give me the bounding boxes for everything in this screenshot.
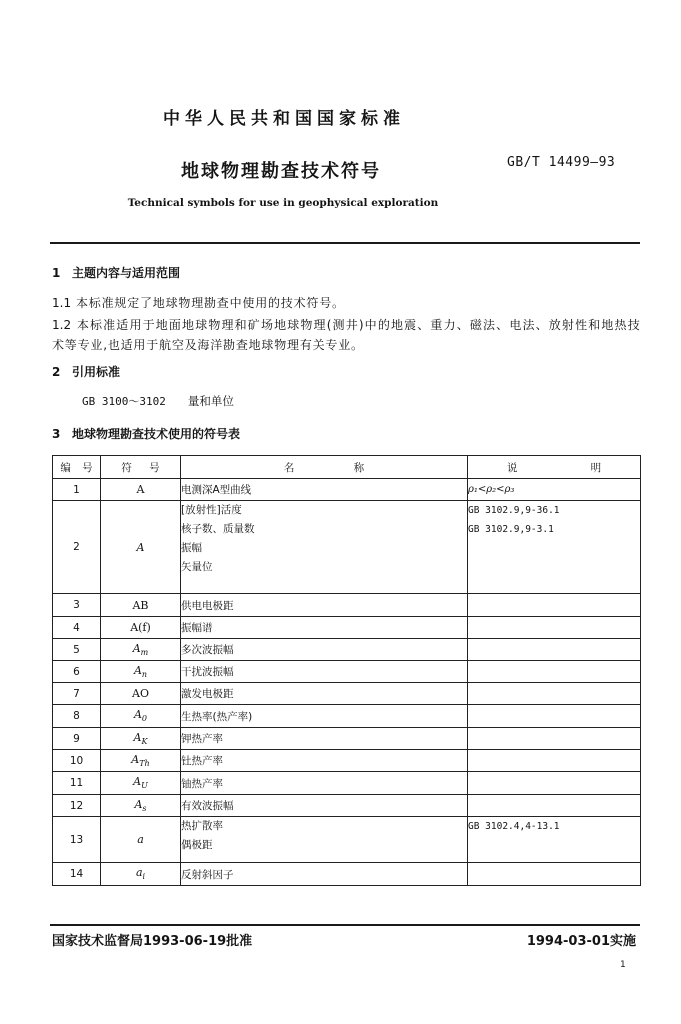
org-title: 中华人民共和国国家标准 (163, 109, 405, 129)
column-header-note: 说 明 (468, 456, 641, 479)
cell-symbol (101, 705, 181, 728)
cell-note (468, 817, 641, 863)
table-row (53, 617, 641, 639)
clause-1-2-line-2: 术等专业,也适用于航空及海洋勘查地球物理有关专业。 (52, 338, 364, 352)
symbol-base: A(f) (130, 621, 151, 634)
clause-1-1-text: 本标准规定了地球物理勘查中使用的技术符号。 (76, 296, 345, 310)
symbol-base: a (137, 833, 144, 846)
table-row (53, 479, 641, 501)
table-row (53, 705, 641, 728)
cell-note (468, 617, 641, 639)
cell-note (468, 750, 641, 772)
cell-number: 3 (53, 594, 101, 617)
cell-note-line: GB 3102.4,4-13.1 (468, 821, 560, 832)
cell-note (468, 683, 641, 705)
cell-name (181, 479, 468, 501)
symbol-subscript: Th (139, 759, 150, 769)
header-divider (50, 242, 640, 244)
cell-name (181, 501, 468, 594)
cell-note (468, 479, 641, 501)
cell-name (181, 750, 468, 772)
cell-note (468, 639, 641, 661)
cell-name-line: 有效波振幅 (181, 800, 234, 812)
cell-name-line: 振幅谱 (181, 622, 213, 634)
page-number: 1 (620, 960, 626, 970)
cell-name (181, 795, 468, 817)
cell-name-line: 矢量位 (181, 561, 213, 573)
cell-note-line: GB 3102.9,9-36.1 (468, 505, 560, 516)
column-header-symbol: 符 号 (101, 456, 181, 479)
cell-number: 14 (53, 863, 101, 886)
reference-title: 量和单位 (187, 394, 234, 408)
table-row (53, 795, 641, 817)
section-1-heading (52, 264, 180, 281)
cell-note (468, 501, 641, 594)
cell-symbol (101, 863, 181, 886)
cell-symbol (101, 817, 181, 863)
table-row (53, 728, 641, 750)
section-3-title: 地球物理勘查技术使用的符号表 (72, 427, 241, 441)
cell-number: 5 (53, 639, 101, 661)
clause-1-1-number: 1.1 (52, 296, 72, 310)
clause-1-2-line-1 (52, 316, 640, 333)
cell-symbol (101, 501, 181, 594)
cell-symbol (101, 683, 181, 705)
cell-name-line: 核子数、质量数 (181, 523, 255, 535)
cell-number: 6 (53, 661, 101, 683)
cell-name-line: 干扰波振幅 (181, 666, 234, 678)
table-row (53, 817, 641, 863)
table-header-row (53, 456, 641, 479)
cell-number: 8 (53, 705, 101, 728)
symbol-base: A (133, 775, 142, 789)
reference-code: GB 3100～3102 (82, 395, 166, 408)
table-row (53, 863, 641, 886)
cell-number: 1 (53, 479, 101, 501)
section-1-number: 1 (52, 266, 61, 280)
cell-name-line: 热扩散率 (181, 820, 223, 832)
cell-note (468, 863, 641, 886)
cell-name (181, 728, 468, 750)
cell-name (181, 772, 468, 795)
implementation-line: 1994-03-01实施 (526, 934, 636, 949)
cell-symbol (101, 750, 181, 772)
cell-name-line: 生热率(热产率) (181, 710, 253, 723)
symbol-base: A (134, 797, 143, 811)
english-title: Technical symbols for use in geophysical exploration (127, 197, 439, 209)
symbol-subscript: U (141, 781, 148, 791)
symbol-base: A (136, 483, 145, 496)
table-row (53, 683, 641, 705)
symbol-base: A (131, 752, 140, 766)
cell-name-line: 钾热产率 (181, 733, 223, 745)
symbol-base: A (133, 730, 142, 744)
symbol-base: A (133, 663, 142, 677)
column-header-number: 编 号 (53, 456, 101, 479)
section-1-title: 主题内容与适用范围 (72, 266, 181, 280)
symbol-base: a (135, 866, 143, 880)
symbol-base: A (136, 540, 145, 554)
cell-name-line: 铀热产率 (181, 777, 223, 790)
clause-1-2-text-line-1: 本标准适用于地面地球物理和矿场地球物理(测井)中的地震、重力、磁法、电法、放射性和地热技 (76, 318, 640, 332)
section-3-number: 3 (52, 427, 61, 441)
cell-name (181, 639, 468, 661)
section-2-title: 引用标准 (72, 365, 121, 379)
cell-symbol (101, 772, 181, 795)
standard-number: GB/T 14499—93 (507, 155, 616, 170)
cell-number: 7 (53, 683, 101, 705)
cell-name (181, 683, 468, 705)
cell-symbol (101, 728, 181, 750)
cell-symbol (101, 795, 181, 817)
cell-note-line: ρ₁<ρ₂<ρ₃ (468, 484, 515, 495)
cell-name-line: 振幅 (181, 542, 202, 554)
section-2-number: 2 (52, 365, 61, 379)
cell-symbol (101, 479, 181, 501)
cell-note (468, 772, 641, 795)
symbol-base: AO (132, 687, 149, 700)
cell-note (468, 728, 641, 750)
cell-symbol (101, 661, 181, 683)
cell-symbol (101, 594, 181, 617)
symbol-subscript: m (140, 648, 149, 658)
cell-note (468, 705, 641, 728)
cell-number: 4 (53, 617, 101, 639)
cell-name (181, 705, 468, 728)
symbol-base: A (133, 708, 142, 722)
section-3-heading (52, 425, 240, 442)
cell-name (181, 594, 468, 617)
table-row (53, 750, 641, 772)
cell-note (468, 594, 641, 617)
cell-note (468, 795, 641, 817)
table-header (53, 456, 641, 479)
cell-name-line: 激发电极距 (181, 688, 234, 700)
cell-name (181, 817, 468, 863)
cell-name-line: 供电电极距 (181, 599, 234, 612)
cell-name-line: 反射斜因子 (181, 868, 234, 881)
cell-number: 9 (53, 728, 101, 750)
cell-name-line: 偶极距 (181, 839, 213, 851)
table-row (53, 639, 641, 661)
symbol-base: A (132, 641, 141, 655)
section-2-heading (52, 363, 120, 380)
document-title: 地球物理勘查技术符号 (181, 161, 381, 182)
cell-symbol (101, 617, 181, 639)
cell-note (468, 661, 641, 683)
table-body (53, 479, 641, 886)
symbol-subscript: K (141, 737, 148, 747)
symbol-subscript: s (142, 804, 147, 814)
cell-name-line: 电测深A型曲线 (181, 484, 252, 496)
cell-number: 2 (53, 501, 101, 594)
cell-number: 10 (53, 750, 101, 772)
symbol-subscript: n (141, 670, 148, 680)
table-row (53, 594, 641, 617)
table-row (53, 661, 641, 683)
symbol-subscript: 0 (141, 714, 148, 724)
cell-name (181, 661, 468, 683)
cell-note-line: GB 3102.9,9-3.1 (468, 524, 554, 535)
cell-symbol (101, 639, 181, 661)
cell-number: 11 (53, 772, 101, 795)
cell-name-line: 钍热产率 (181, 755, 223, 767)
cell-name-line: 多次波振幅 (181, 644, 234, 656)
footer-divider (50, 924, 640, 926)
column-header-name: 名 称 (181, 456, 468, 479)
table-row (53, 501, 641, 594)
cell-name (181, 863, 468, 886)
symbol-subscript: i (142, 872, 146, 882)
cell-number: 13 (53, 817, 101, 863)
approval-line: 国家技术监督局1993-06-19批准 (52, 934, 253, 949)
table-row (53, 772, 641, 795)
clause-1-1 (52, 294, 345, 311)
symbol-table (52, 455, 641, 886)
symbol-base: AB (132, 598, 149, 612)
cell-name (181, 617, 468, 639)
normative-reference (82, 393, 234, 409)
cell-name-line: [放射性]活度 (181, 504, 242, 516)
cell-number: 12 (53, 795, 101, 817)
clause-1-2-number: 1.2 (52, 318, 72, 332)
